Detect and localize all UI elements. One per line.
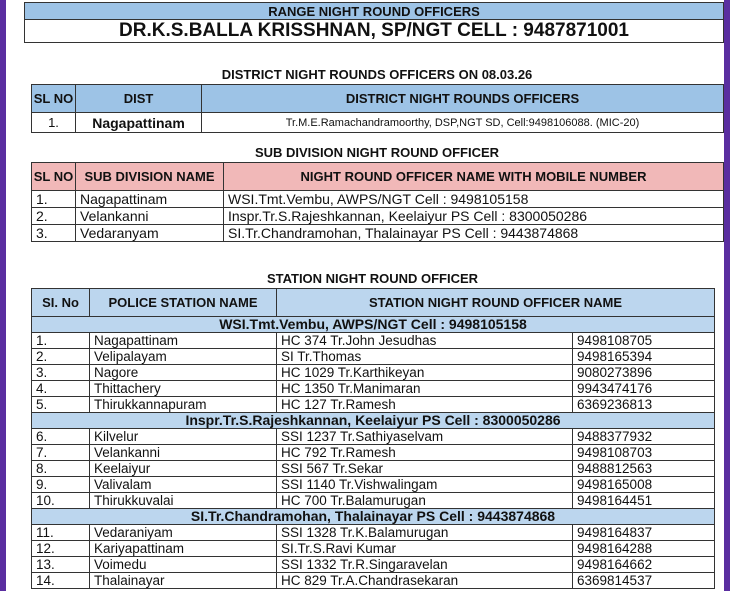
station-cell-slno: 3. — [32, 365, 90, 381]
station-cell-officer: SSI 567 Tr.Sekar — [277, 461, 573, 477]
station-cell-officer: SI Tr.Thomas — [277, 349, 573, 365]
subdivision-cell-name: Vedaranyam — [76, 225, 224, 242]
document-page — [6, 0, 724, 591]
station-cell-station: Valivalam — [90, 477, 277, 493]
subdivision-header-slno: SL NO — [32, 163, 76, 191]
station-cell-phone: 6369814537 — [573, 573, 715, 589]
station-cell-slno: 2. — [32, 349, 90, 365]
table-row — [32, 397, 715, 413]
range-title: RANGE NIGHT ROUND OFFICERS — [25, 3, 723, 20]
station-group-label: Inspr.Tr.S.Rajeshkannan, Keelaiyur PS Cell : 8300050286 — [32, 413, 715, 429]
station-cell-phone: 9498108703 — [573, 445, 715, 461]
district-header-slno: SL NO — [32, 85, 76, 113]
subdivision-cell-slno: 3. — [32, 225, 76, 242]
subdivision-cell-officer: Inspr.Tr.S.Rajeshkannan, Keelaiyur PS Cell : 8300050286 — [224, 208, 724, 225]
station-cell-slno: 14. — [32, 573, 90, 589]
station-cell-slno: 12. — [32, 541, 90, 557]
station-header-slno: SI. No — [32, 289, 90, 317]
subdivision-header-name: SUB DIVISION NAME — [76, 163, 224, 191]
station-cell-station: Thalainayar — [90, 573, 277, 589]
station-cell-officer: HC 127 Tr.Ramesh — [277, 397, 573, 413]
station-cell-station: Nagore — [90, 365, 277, 381]
station-cell-officer: HC 700 Tr.Balamurugan — [277, 493, 573, 509]
station-cell-officer: SSI 1140 Tr.Vishwalingam — [277, 477, 573, 493]
table-row — [32, 557, 715, 573]
station-cell-slno: 11. — [32, 525, 90, 541]
station-cell-slno: 7. — [32, 445, 90, 461]
station-cell-phone: 9498164451 — [573, 493, 715, 509]
station-cell-slno: 13. — [32, 557, 90, 573]
station-group-label: SI.Tr.Chandramohan, Thalainayar PS Cell : 9443874868 — [32, 509, 715, 525]
station-cell-phone: 9498165008 — [573, 477, 715, 493]
station-cell-phone: 9943474176 — [573, 381, 715, 397]
station-cell-slno: 5. — [32, 397, 90, 413]
station-cell-phone: 9488812563 — [573, 461, 715, 477]
station-cell-station: Nagapattinam — [90, 333, 277, 349]
table-row — [32, 541, 715, 557]
station-cell-phone: 9498164837 — [573, 525, 715, 541]
subdivision-cell-slno: 2. — [32, 208, 76, 225]
station-cell-station: Vedaraniyam — [90, 525, 277, 541]
table-row — [32, 365, 715, 381]
station-cell-officer: HC 829 Tr.A.Chandrasekaran — [277, 573, 573, 589]
table-row — [32, 333, 715, 349]
station-cell-officer: SSI 1237 Tr.Sathiyaselvam — [277, 429, 573, 445]
subdivision-cell-slno: 1. — [32, 191, 76, 208]
station-cell-officer: SI.Tr.S.Ravi Kumar — [277, 541, 573, 557]
station-cell-station: Voimedu — [90, 557, 277, 573]
subdivision-table — [31, 162, 724, 242]
station-cell-officer: SSI 1332 Tr.R.Singaravelan — [277, 557, 573, 573]
subdivision-title: SUB DIVISION NIGHT ROUND OFFICER — [254, 145, 500, 160]
station-title: STATION NIGHT ROUND OFFICER — [266, 271, 479, 286]
station-cell-station: Kilvelur — [90, 429, 277, 445]
station-cell-station: Thittachery — [90, 381, 277, 397]
subdivision-cell-officer: SI.Tr.Chandramohan, Thalainayar PS Cell : 9443874868 — [224, 225, 724, 242]
subdivision-cell-officer: WSI.Tmt.Vembu, AWPS/NGT Cell : 9498105158 — [224, 191, 724, 208]
station-cell-slno: 1. — [32, 333, 90, 349]
table-row — [32, 493, 715, 509]
table-row — [32, 381, 715, 397]
station-cell-officer: HC 374 Tr.John Jesudhas — [277, 333, 573, 349]
station-cell-phone: 9080273896 — [573, 365, 715, 381]
subdivision-header-officer: NIGHT ROUND OFFICER NAME WITH MOBILE NUMBER — [224, 163, 724, 191]
station-group-label: WSI.Tmt.Vembu, AWPS/NGT Cell : 9498105158 — [32, 317, 715, 333]
district-title: DISTRICT NIGHT ROUNDS OFFICERS ON 08.03.26 — [221, 67, 533, 82]
station-table — [31, 288, 715, 589]
station-cell-station: Thirukkannapuram — [90, 397, 277, 413]
station-cell-slno: 9. — [32, 477, 90, 493]
station-cell-officer: HC 1350 Tr.Manimaran — [277, 381, 573, 397]
station-cell-phone: 9498164288 — [573, 541, 715, 557]
table-row — [32, 525, 715, 541]
station-cell-slno: 8. — [32, 461, 90, 477]
district-header-officers: DISTRICT NIGHT ROUNDS OFFICERS — [202, 85, 724, 113]
district-table — [31, 84, 724, 133]
station-cell-officer: HC 1029 Tr.Karthikeyan — [277, 365, 573, 381]
station-cell-slno: 10. — [32, 493, 90, 509]
district-cell-dist: Nagapattinam — [76, 113, 202, 133]
station-cell-phone: 9498165394 — [573, 349, 715, 365]
table-row — [32, 477, 715, 493]
station-cell-station: Thirukkuvalai — [90, 493, 277, 509]
table-row — [32, 445, 715, 461]
station-cell-phone: 9498108705 — [573, 333, 715, 349]
station-cell-officer: SSI 1328 Tr.K.Balamurugan — [277, 525, 573, 541]
table-row — [32, 573, 715, 589]
station-header-station: POLICE STATION NAME — [90, 289, 277, 317]
district-header-dist: DIST — [76, 85, 202, 113]
station-header-officer: STATION NIGHT ROUND OFFICER NAME — [277, 289, 715, 317]
district-cell-slno: 1. — [32, 113, 76, 133]
subdivision-cell-name: Velankanni — [76, 208, 224, 225]
table-row — [32, 349, 715, 365]
table-row — [32, 461, 715, 477]
range-officer: DR.K.S.BALLA KRISSHNAN, SP/NGT CELL : 9487871001 — [119, 20, 629, 41]
station-cell-station: Kariyapattinam — [90, 541, 277, 557]
subdivision-cell-name: Nagapattinam — [76, 191, 224, 208]
station-cell-slno: 4. — [32, 381, 90, 397]
table-row — [32, 429, 715, 445]
station-cell-slno: 6. — [32, 429, 90, 445]
station-cell-phone: 9498164662 — [573, 557, 715, 573]
station-cell-station: Keelaiyur — [90, 461, 277, 477]
district-cell-officer: Tr.M.E.Ramachandramoorthy, DSP,NGT SD, Cell:9498106088. (MIC-20) — [202, 113, 724, 133]
station-cell-station: Velankanni — [90, 445, 277, 461]
station-cell-officer: HC 792 Tr.Ramesh — [277, 445, 573, 461]
station-cell-phone: 6369236813 — [573, 397, 715, 413]
station-cell-station: Velipalayam — [90, 349, 277, 365]
range-officer-box — [24, 2, 724, 43]
station-cell-phone: 9488377932 — [573, 429, 715, 445]
